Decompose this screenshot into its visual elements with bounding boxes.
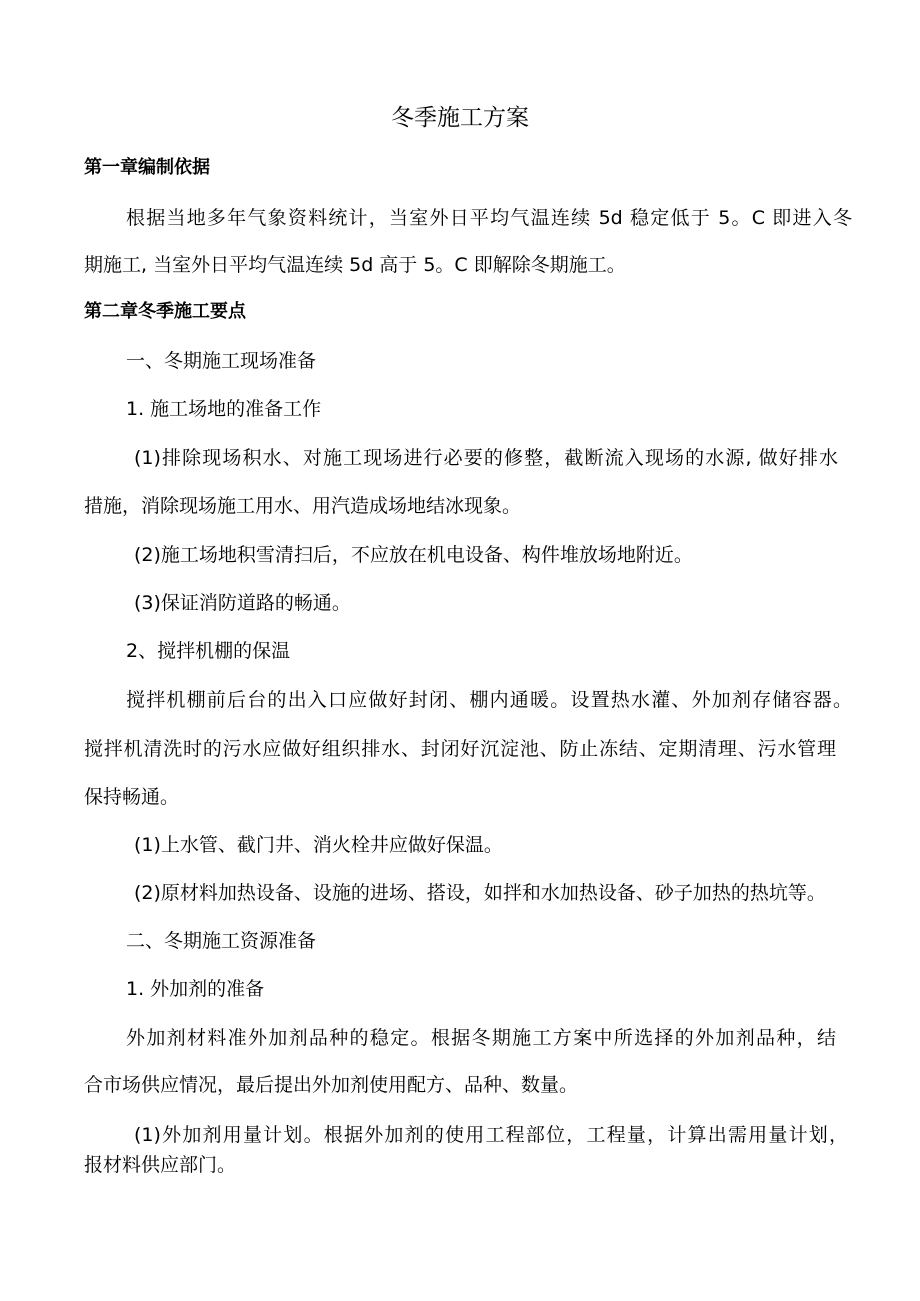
subsection-2-1-paragraph-line-2: 合市场供应情况，最后提出外加剂使用配方、品种、数量。 [84,1074,579,1096]
chapter-1-paragraph-line-1: 根据当地多年气象资料统计，当室外日平均气温连续 5d 稳定低于 5。C 即进入冬 [126,207,852,229]
subsection-2-1-heading: 1. 外加剂的准备 [126,978,265,1000]
subsection-1-2-paragraph-line-2: 搅拌机清洗时的污水应做好组织排水、封闭好沉淀池、防止冻结、定期清理、污水管理 [84,738,836,760]
item-2-1-1-line-1: (1)外加剂用量计划。根据外加剂的使用工程部位，工程量，计算出需用量计划， [134,1124,848,1146]
subsection-1-2-heading: 2、搅拌机棚的保温 [126,640,291,662]
subsection-1-1-heading: 1. 施工场地的准备工作 [126,398,322,420]
item-1-1-1-line-1: (1)排除现场积水、对施工现场进行必要的修整，截断流入现场的水源, 做好排水 [134,447,838,469]
item-1-2-1: (1)上水管、截门井、消火栓井应做好保温。 [134,834,503,856]
item-1-1-1-line-2: 措施，消除现场施工用水、用汽造成场地结冰现象。 [84,495,522,517]
subsection-2-1-paragraph-line-1: 外加剂材料准外加剂品种的稳定。根据冬期施工方案中所选择的外加剂品种，结 [126,1027,836,1049]
item-1-1-2: (2)施工场地积雪清扫后，不应放在机电设备、构件堆放场地附近。 [134,544,693,566]
section-2-heading: 二、冬期施工资源准备 [126,930,317,952]
item-1-1-3: (3)保证消防道路的畅通。 [134,592,351,614]
subsection-1-2-paragraph-line-1: 搅拌机棚前后台的出入口应做好封闭、棚内通暖。设置热水灌、外加剂存储容器。 [126,689,852,711]
item-1-2-2: (2)原材料加热设备、设施的进场、搭设，如拌和水加热设备、砂子加热的热坑等。 [134,882,826,904]
chapter-1-heading: 第一章编制依据 [84,157,210,178]
subsection-1-2-paragraph-line-3: 保持畅通。 [84,786,180,808]
item-2-1-1-line-2: 报材料供应部门。 [84,1154,237,1176]
document-title: 冬季施工方案 [391,105,529,131]
section-1-heading: 一、冬期施工现场准备 [126,350,317,372]
chapter-2-heading: 第二章冬季施工要点 [84,301,246,322]
chapter-1-paragraph-line-2: 期施工, 当室外日平均气温连续 5d 高于 5。C 即解除冬期施工。 [84,254,626,276]
